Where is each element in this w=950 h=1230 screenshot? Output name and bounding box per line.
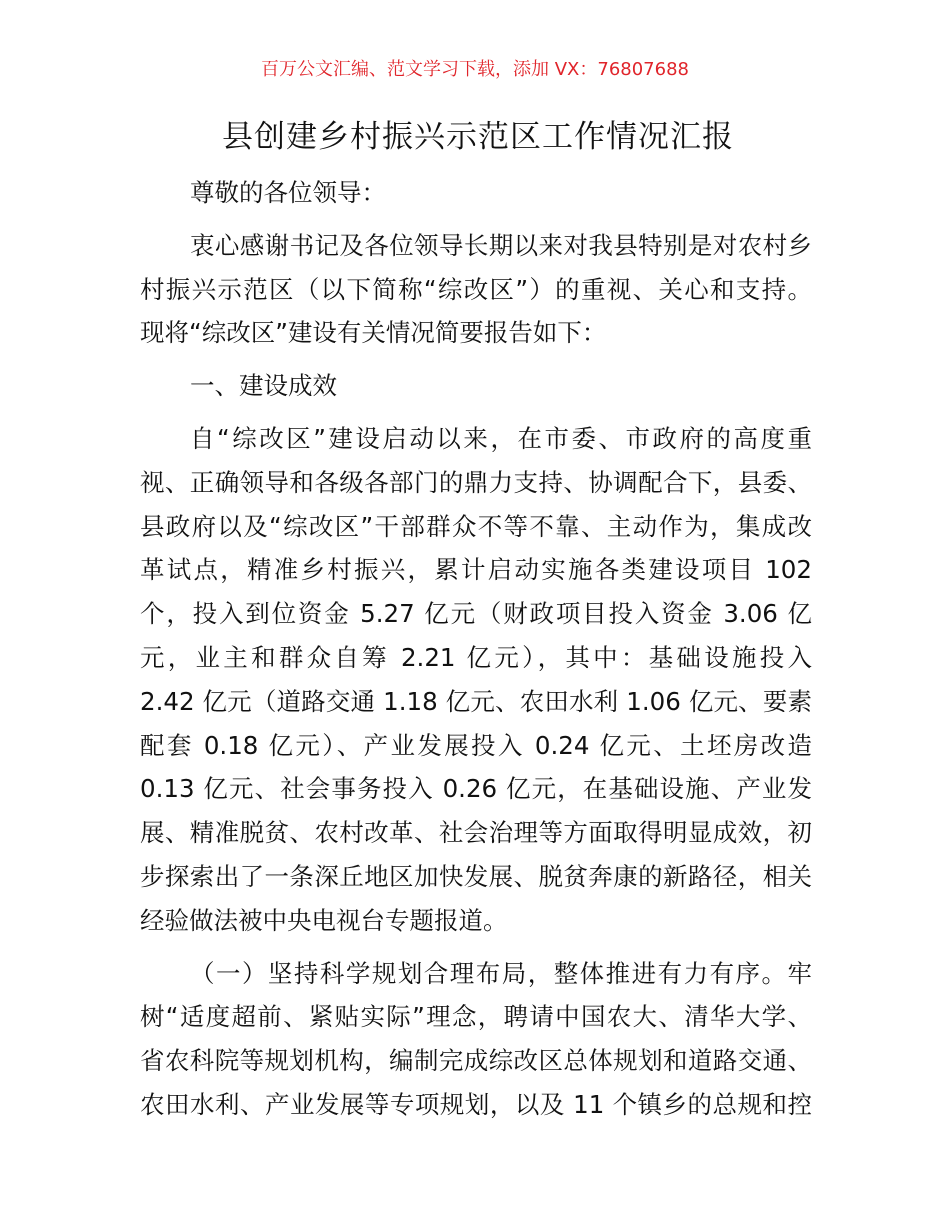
document-title: 县创建乡村振兴示范区工作情况汇报	[222, 119, 734, 155]
text-line: 元，业主和群众自筹 2.21 亿元），其中：基础设施投入	[140, 642, 812, 672]
document-body	[140, 171, 812, 1136]
text-line: 村振兴示范区（以下简称“综改区”）的重视、关心和支持。	[140, 274, 812, 304]
text-line: 树“适度超前、紧贴实际”理念，聘请中国农大、清华大学、	[140, 1002, 812, 1032]
text-line: 0.13 亿元、社会事务投入 0.26 亿元，在基础设施、产业发	[140, 774, 812, 804]
text-line: 经验做法被中央电视台专题报道。	[140, 905, 508, 935]
text-line: 省农科院等规划机构，编制完成综改区总体规划和道路交通、	[140, 1046, 812, 1076]
text-line: 2.42 亿元（道路交通 1.18 亿元、农田水利 1.06 亿元、要素	[140, 686, 812, 716]
paragraph	[140, 417, 812, 943]
text-line: 视、正确领导和各级各部门的鼎力支持、协调配合下，县委、	[140, 467, 812, 497]
paragraph	[140, 224, 812, 355]
text-line: 配套 0.18 亿元）、产业发展投入 0.24 亿元、土坯房改造	[140, 730, 812, 760]
paragraph	[140, 364, 812, 408]
paragraph	[140, 171, 812, 215]
text-line: 革试点，精准乡村振兴，累计启动实施各类建设项目 102	[140, 555, 812, 585]
text-line: 农田水利、产业发展等专项规划，以及 11 个镇乡的总规和控	[140, 1089, 812, 1119]
text-line: 现将“综改区”建设有关情况简要报告如下：	[140, 318, 607, 348]
text-line: 自“综改区”建设启动以来，在市委、市政府的高度重	[190, 423, 812, 453]
text-line: 展、精准脱贫、农村改革、社会治理等方面取得明显成效，初	[140, 818, 812, 848]
text-line: 尊敬的各位领导：	[190, 178, 386, 207]
text-line: （一）坚持科学规划合理布局，整体推进有力有序。牢	[190, 958, 812, 988]
paragraph	[140, 952, 812, 1127]
text-line: 衷心感谢书记及各位领导长期以来对我县特别是对农村乡	[190, 230, 812, 260]
watermark-header: 百万公文汇编、范文学习下载，添加 VX：76807688	[261, 59, 689, 80]
text-line: 步探索出了一条深丘地区加快发展、脱贫奔康的新路径，相关	[140, 861, 812, 891]
text-line: 一、建设成效	[190, 371, 337, 401]
text-line: 个，投入到位资金 5.27 亿元（财政项目投入资金 3.06 亿	[140, 599, 812, 629]
text-line: 县政府以及“综改区”干部群众不等不靠、主动作为，集成改	[140, 511, 812, 541]
